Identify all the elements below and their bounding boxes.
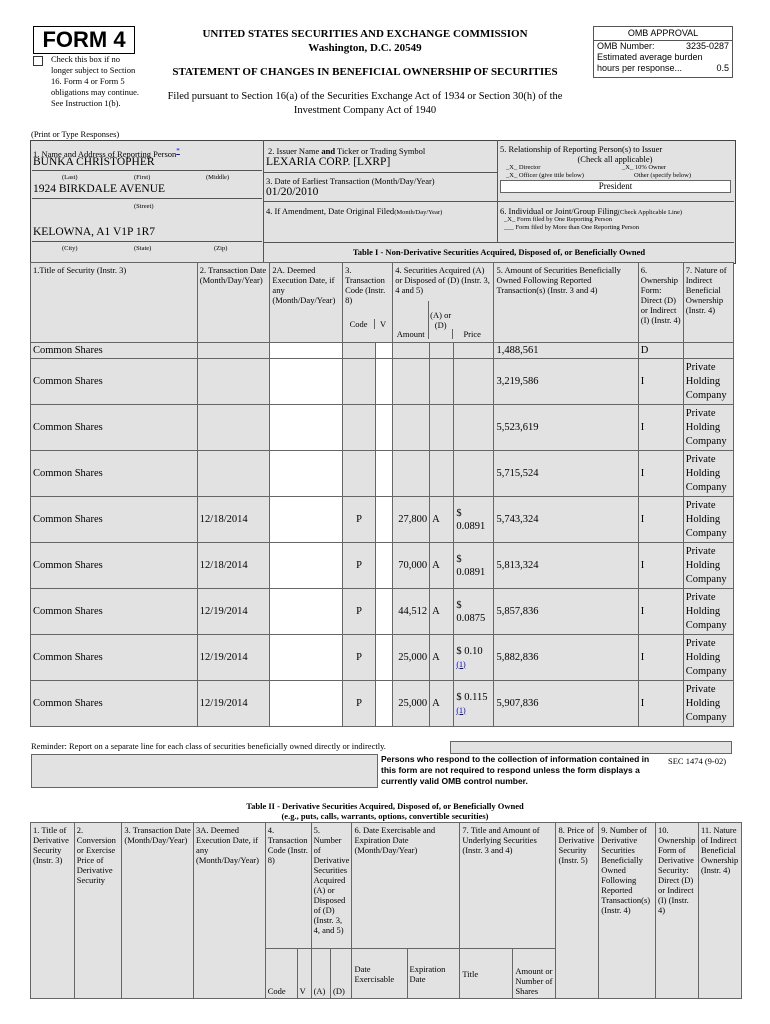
reporting-person-name: BUNKA CHRISTOPHER — [33, 156, 155, 168]
t2-col-owned: 9. Number of Derivative Securities Beneficially Owned Following Reported Transaction(s) (Instr. 4) — [599, 823, 656, 999]
t2-sub-code: Code — [265, 949, 297, 999]
omb-approval-box — [593, 26, 733, 78]
table2 — [30, 822, 742, 999]
t1-cell-aord: A — [430, 589, 454, 635]
footnote-link[interactable]: (1) — [456, 659, 466, 669]
t1-cell-owned: 5,813,324 — [494, 543, 638, 589]
divider — [263, 172, 497, 173]
t1-cell-owned: 5,857,836 — [494, 589, 638, 635]
t2-col-code: 4. Transaction Code (Instr. 8) — [265, 823, 311, 949]
reporting-person-label-text: 1. Name and Address of Reporting Person — [33, 148, 177, 159]
t1-sub-amount: Amount — [396, 329, 425, 339]
statement-title: STATEMENT OF CHANGES IN BENEFICIAL OWNERSHIP OF SECURITIES — [172, 66, 558, 78]
t1-cell-nature: Private Holding Company — [683, 589, 733, 635]
table1-row — [31, 497, 734, 543]
omb-number-label: OMB Number: — [597, 41, 655, 51]
zip-label: (Zip) — [214, 245, 228, 252]
table1-row — [31, 405, 734, 451]
t1-cell-form: I — [638, 405, 683, 451]
t1-price-main: $ 0.115 — [456, 691, 488, 703]
t1-cell-owned: 5,882,836 — [494, 635, 638, 681]
amendment-hint: (Month/Day/Year) — [394, 209, 443, 216]
table1 — [30, 262, 734, 727]
street-label: (Street) — [134, 203, 154, 210]
t1-cell-v — [376, 497, 393, 543]
t1-cell-aord: A — [430, 681, 454, 727]
t1-cell-security: Common Shares — [31, 589, 198, 635]
t1-cell-aord: A — [430, 635, 454, 681]
t2-col-deemed: 3A. Deemed Execution Date, if any (Month/Day/Year) — [194, 823, 266, 999]
t1-cell-date: 12/19/2014 — [197, 681, 270, 727]
t1-cell-date — [197, 343, 270, 359]
t1-cell-owned: 5,523,619 — [494, 405, 638, 451]
middle-label: (Middle) — [206, 174, 230, 181]
table1-row — [31, 589, 734, 635]
t1-cell-amount: 25,000 — [393, 681, 430, 727]
t1-cell-security: Common Shares — [31, 543, 198, 589]
t1-cell-security: Common Shares — [31, 451, 198, 497]
t1-sub-price: Price — [452, 329, 491, 339]
table1-row — [31, 451, 734, 497]
t2-col-title: 1. Title of Derivative Security (Instr. 3) — [31, 823, 75, 999]
t1-cell-amount — [393, 359, 430, 405]
t1-cell-v — [376, 681, 393, 727]
t2-col-price: 8. Price of Derivative Security (Instr. 5) — [556, 823, 599, 999]
filed-line1: Filed pursuant to Section 16(a) of the Securities Exchange Act of 1934 or Section 30(h) of the — [167, 91, 563, 102]
t1-cell-form: I — [638, 451, 683, 497]
t1-cell-form: I — [638, 497, 683, 543]
t1-cell-code: P — [343, 543, 376, 589]
t1-cell-v — [376, 589, 393, 635]
t1-cell-deemed — [270, 451, 343, 497]
t1-cell-date: 12/19/2014 — [197, 635, 270, 681]
omb-hours-label: hours per response... — [597, 63, 683, 73]
t1-sub-code: Code — [349, 319, 368, 329]
t1-cell-price — [454, 359, 494, 405]
t1-cell-nature: Private Holding Company — [683, 405, 733, 451]
t1-cell-price — [454, 543, 494, 589]
t2-sub-date-exercisable: Date Exercisable — [352, 949, 407, 999]
t1-cell-date — [197, 405, 270, 451]
t1-cell-price — [454, 405, 494, 451]
city-state-zip: KELOWNA, A1 V1P 1R7 — [33, 226, 156, 238]
t1-col-owned: 5. Amount of Securities Beneficially Owned Following Reported Transaction(s) (Instr. 3 and 4) — [494, 263, 638, 343]
last-label: (Last) — [62, 174, 78, 181]
t1-cell-security: Common Shares — [31, 359, 198, 405]
reminder-gray-field — [450, 741, 732, 754]
t1-cell-price — [454, 497, 494, 543]
issuer-label-post: Ticker or Trading Symbol — [335, 146, 426, 156]
t1-cell-price — [454, 589, 494, 635]
amendment-label-text: 4. If Amendment, Date Original Filed — [266, 206, 395, 216]
t1-cell-form: I — [638, 635, 683, 681]
t1-cell-nature: Private Holding Company — [683, 497, 733, 543]
t1-cell-deemed — [270, 543, 343, 589]
t1-col-code — [343, 263, 393, 343]
print-or-type: (Print or Type Responses) — [31, 129, 120, 139]
divider — [497, 140, 498, 242]
t1-price-main: $ — [456, 599, 462, 611]
t1-cell-nature — [683, 343, 733, 359]
first-label: (First) — [134, 174, 151, 181]
t1-cell-amount: 25,000 — [393, 635, 430, 681]
t1-cell-deemed — [270, 359, 343, 405]
officer-option[interactable]: _X_ Officer (give title below) — [506, 172, 584, 179]
divider — [32, 170, 262, 171]
t1-cell-deemed — [270, 343, 343, 359]
agency-line1: UNITED STATES SECURITIES AND EXCHANGE COMMISSION — [202, 28, 528, 40]
t1-cell-v — [376, 343, 393, 359]
t1-cell-code — [343, 405, 376, 451]
omb-burden-label: Estimated average burden — [597, 52, 703, 62]
issuer-label-and: and — [321, 146, 336, 156]
t2-col-nature: 11. Nature of Indirect Beneficial Ownership (Instr. 4) — [698, 823, 741, 999]
director-option[interactable]: _X_ Director — [506, 164, 541, 171]
t1-cell-nature: Private Holding Company — [683, 451, 733, 497]
t1-price-main: $ — [456, 507, 462, 519]
filed-line2: Investment Company Act of 1940 — [293, 105, 437, 116]
officer-title-value: President — [500, 180, 731, 193]
t1-cell-code — [343, 359, 376, 405]
relationship-label: 5. Relationship of Reporting Person(s) to Issuer — [500, 144, 663, 154]
t2-sub-expiration: Expiration Date — [407, 949, 460, 999]
table1-row — [31, 635, 734, 681]
filed-pursuant — [150, 90, 580, 118]
reminder-text: Reminder: Report on a separate line for each class of securities beneficially owned directly or indirectly. — [31, 741, 386, 751]
t1-col-acquired — [393, 263, 494, 343]
t1-cell-v — [376, 451, 393, 497]
table2-title — [150, 801, 620, 821]
t1-cell-aord — [430, 451, 454, 497]
t1-cell-amount: 70,000 — [393, 543, 430, 589]
divider — [263, 242, 734, 243]
t1-cell-security: Common Shares — [31, 343, 198, 359]
t2-sub-v: V — [297, 949, 311, 999]
table2-title-line1: Table II - Derivative Securities Acquired, Disposed of, or Beneficially Owned — [246, 801, 524, 811]
agency-heading — [170, 27, 560, 55]
t1-cell-security: Common Shares — [31, 405, 198, 451]
t2-sub-amount: Amount or Number of Shares — [513, 949, 556, 999]
table1-header-row — [31, 263, 734, 343]
t2-sub-a: (A) — [311, 949, 330, 999]
earliest-date-label: 3. Date of Earliest Transaction (Month/Day/Year) — [266, 176, 435, 186]
t1-col-nature: 7. Nature of Indirect Beneficial Ownership (Instr. 4) — [683, 263, 733, 343]
t1-cell-v — [376, 543, 393, 589]
t1-cell-owned: 5,743,324 — [494, 497, 638, 543]
t1-cell-v — [376, 405, 393, 451]
table1-row — [31, 543, 734, 589]
t2-col-exercisable: 6. Date Exercisable and Expiration Date (Month/Day/Year) — [352, 823, 460, 949]
amendment-label — [266, 206, 442, 217]
t1-cell-amount — [393, 451, 430, 497]
t1-cell-price — [454, 451, 494, 497]
t1-cell-price — [454, 343, 494, 359]
footnote-star[interactable]: * — [176, 147, 180, 155]
checkbox-text: Check this box if no longer subject to Section 16. Form 4 or Form 5 obligations may continue. See Instruction 1(b). — [51, 54, 140, 108]
state-label: (State) — [134, 245, 152, 252]
sec-code: SEC 1474 (9-02) — [668, 756, 727, 766]
omb-title: OMB APPROVAL — [594, 27, 732, 41]
persons-notice: Persons who respond to the collection of information contained in this form are not required to respond unless the form displays a currently valid OMB control number. — [381, 754, 650, 786]
t1-cell-owned: 3,219,586 — [494, 359, 638, 405]
table1-row — [31, 359, 734, 405]
t1-cell-deemed — [270, 497, 343, 543]
t1-cell-code: P — [343, 497, 376, 543]
t1-price-main: $ — [456, 553, 462, 565]
t1-cell-deemed — [270, 681, 343, 727]
form-title: FORM 4 — [33, 26, 135, 54]
t1-cell-security: Common Shares — [31, 497, 198, 543]
t1-cell-form: D — [638, 343, 683, 359]
t1-price-sub: 0.0891 — [456, 520, 486, 532]
t2-col-number: 5. Number of Derivative Securities Acquired (A) or Disposed of (D) (Instr. 3, 4, and 5) — [311, 823, 352, 949]
t1-cell-nature: Private Holding Company — [683, 681, 733, 727]
t1-cell-deemed — [270, 635, 343, 681]
t1-cell-aord: A — [430, 497, 454, 543]
t1-cell-date: 12/18/2014 — [197, 543, 270, 589]
issuer-label — [268, 146, 425, 156]
t2-col-underlying: 7. Title and Amount of Underlying Securities (Instr. 3 and 4) — [460, 823, 556, 949]
table2-title-line2: (e.g., puts, calls, warrants, options, convertible securities) — [281, 811, 489, 821]
divider — [32, 241, 262, 242]
t1-cell-code — [343, 343, 376, 359]
t2-sub-d: (D) — [330, 949, 351, 999]
t1-price-sub: 0.0891 — [456, 566, 486, 578]
t1-cell-aord — [430, 343, 454, 359]
t1-cell-owned: 5,715,524 — [494, 451, 638, 497]
issuer-label-pre: 2. Issuer Name — [268, 146, 322, 156]
issuer-name: LEXARIA CORP. [LXRP] — [266, 156, 391, 168]
t1-cell-owned: 5,907,836 — [494, 681, 638, 727]
t1-cell-amount: 27,800 — [393, 497, 430, 543]
table1-row — [31, 681, 734, 727]
t1-col-form: 6. Ownership Form: Direct (D) or Indirect (I) (Instr. 4) — [638, 263, 683, 343]
t1-cell-amount: 44,512 — [393, 589, 430, 635]
city-label: (City) — [62, 245, 78, 252]
t1-col-date: 2. Transaction Date (Month/Day/Year) — [197, 263, 270, 343]
t1-cell-aord — [430, 405, 454, 451]
t1-cell-amount — [393, 405, 430, 451]
filing-hint: (Check Applicable Line) — [617, 209, 683, 216]
t2-col-date: 3. Transaction Date (Month/Day/Year) — [122, 823, 194, 999]
t1-sub-aord: (A) or (D) — [428, 301, 452, 339]
street-address: 1924 BIRKDALE AVENUE — [33, 183, 166, 195]
t1-col-deemed: 2A. Deemed Execution Date, if any (Month/Day/Year) — [270, 263, 343, 343]
t1-cell-price — [454, 635, 494, 681]
t1-cell-code — [343, 451, 376, 497]
t1-cell-aord: A — [430, 543, 454, 589]
t1-cell-code: P — [343, 635, 376, 681]
ten-percent-owner-option[interactable]: _X_ 10% Owner — [622, 164, 667, 171]
t1-cell-deemed — [270, 405, 343, 451]
t1-cell-form: I — [638, 589, 683, 635]
t1-cell-nature: Private Holding Company — [683, 635, 733, 681]
t1-cell-date — [197, 359, 270, 405]
divider — [263, 201, 734, 202]
t1-col-acquired-text: 4. Securities Acquired (A) or Disposed of (D) (Instr. 3, 4 and 5) — [395, 265, 490, 295]
t2-col-conversion: 2. Conversion or Exercise Price of Derivative Security — [74, 823, 122, 999]
t1-cell-date: 12/18/2014 — [197, 497, 270, 543]
t1-col-code-text: 3. Transaction Code (Instr. 8) — [345, 265, 386, 305]
relationship-sub: (Check all applicable) — [577, 154, 653, 164]
t1-cell-v — [376, 635, 393, 681]
t1-price-sub: 0.0875 — [456, 612, 486, 624]
agency-line2: Washington, D.C. 20549 — [308, 42, 422, 54]
t1-cell-deemed — [270, 589, 343, 635]
filing-label-text: 6. Individual or Joint/Group Filing — [500, 206, 618, 216]
omb-hours-value: 0.5 — [716, 63, 729, 73]
t1-cell-form: I — [638, 681, 683, 727]
t1-cell-date: 12/19/2014 — [197, 589, 270, 635]
t1-cell-code: P — [343, 589, 376, 635]
t1-cell-amount — [393, 343, 430, 359]
table2-header-row — [31, 823, 742, 949]
t1-cell-aord — [430, 359, 454, 405]
t1-col-title: 1.Title of Security (Instr. 3) — [31, 263, 198, 343]
t1-cell-nature: Private Holding Company — [683, 543, 733, 589]
notice-gray-field — [31, 754, 378, 788]
t2-sub-title: Title — [460, 949, 513, 999]
t1-cell-owned: 1,488,561 — [494, 343, 638, 359]
t2-col-form: 10. Ownership Form of Derivative Security: Direct (D) or Indirect (I) (Instr. 4) — [656, 823, 699, 999]
t1-cell-date — [197, 451, 270, 497]
footnote-link[interactable]: (1) — [456, 705, 466, 715]
t1-cell-form: I — [638, 359, 683, 405]
t1-cell-code: P — [343, 681, 376, 727]
t1-sub-v: V — [374, 319, 391, 329]
t1-cell-security: Common Shares — [31, 681, 198, 727]
no-longer-subject-checkbox[interactable] — [33, 56, 43, 66]
t1-cell-form: I — [638, 543, 683, 589]
other-option[interactable]: Other (specify below) — [634, 172, 692, 179]
t1-price-main: $ 0.10 — [456, 645, 483, 657]
t1-cell-nature: Private Holding Company — [683, 359, 733, 405]
t1-cell-price — [454, 681, 494, 727]
filing-one-option[interactable]: _X_ Form filed by One Reporting Person — [504, 216, 612, 223]
earliest-date-value: 01/20/2010 — [266, 186, 319, 198]
omb-number-value: 3235-0287 — [685, 41, 729, 51]
table1-title: Table I - Non-Derivative Securities Acquired, Disposed of, or Beneficially Owned — [352, 247, 646, 257]
t1-cell-security: Common Shares — [31, 635, 198, 681]
t1-cell-v — [376, 359, 393, 405]
table1-row — [31, 343, 734, 359]
filing-more-option[interactable]: ___ Form filed by More than One Reporting Person — [504, 224, 640, 231]
divider — [32, 198, 262, 199]
